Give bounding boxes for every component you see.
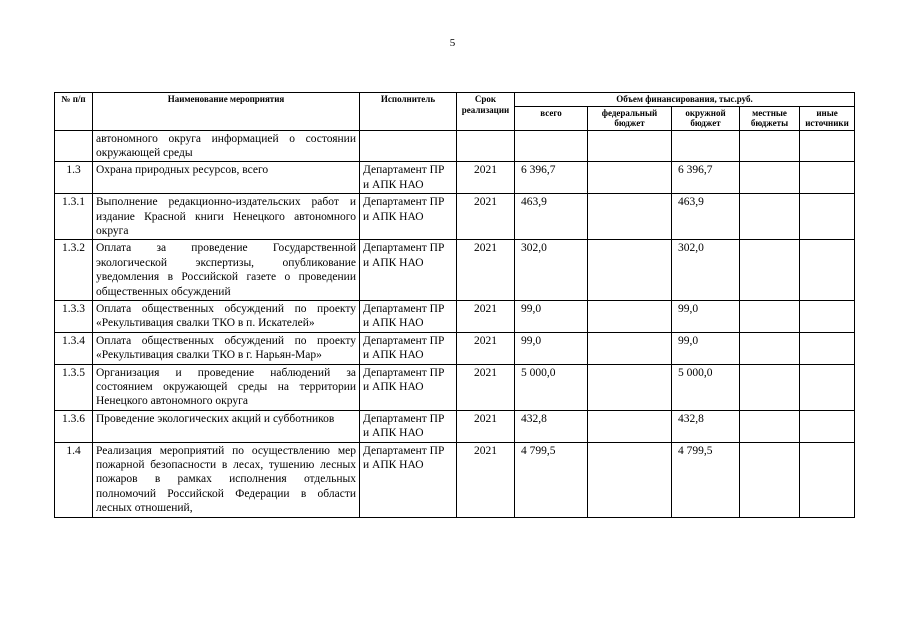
cell-term [457, 130, 515, 162]
cell-local [740, 162, 800, 194]
cell-federal [588, 300, 672, 332]
cell-total: 432,8 [515, 410, 588, 442]
cell-other [800, 410, 855, 442]
cell-num: 1.3.5 [55, 364, 93, 410]
cell-num: 1.3 [55, 162, 93, 194]
cell-num: 1.4 [55, 442, 93, 517]
cell-executor: Департамент ПР и АПК НАО [360, 240, 457, 301]
cell-other [800, 442, 855, 517]
cell-name: Оплата за проведение Государственной экологической экспертизы, опубликование уведомления в Российской газете о проведении общественных обсуждений [93, 240, 360, 301]
cell-executor: Департамент ПР и АПК НАО [360, 442, 457, 517]
cell-federal [588, 162, 672, 194]
cell-name: Оплата общественных обсуждений по проекту «Рекультивация свалки ТКО в г. Нарьян-Мар» [93, 332, 360, 364]
cell-district [672, 130, 740, 162]
cell-other [800, 130, 855, 162]
cell-other [800, 332, 855, 364]
cell-executor: Департамент ПР и АПК НАО [360, 410, 457, 442]
cell-local [740, 442, 800, 517]
cell-num: 1.3.4 [55, 332, 93, 364]
header-district: окружной бюджет [672, 106, 740, 130]
cell-term: 2021 [457, 162, 515, 194]
cell-term: 2021 [457, 240, 515, 301]
cell-local [740, 410, 800, 442]
cell-local [740, 364, 800, 410]
cell-executor [360, 130, 457, 162]
cell-term: 2021 [457, 364, 515, 410]
cell-federal [588, 364, 672, 410]
cell-federal [588, 410, 672, 442]
cell-term: 2021 [457, 300, 515, 332]
cell-total: 99,0 [515, 332, 588, 364]
cell-executor: Департамент ПР и АПК НАО [360, 194, 457, 240]
cell-executor: Департамент ПР и АПК НАО [360, 364, 457, 410]
cell-executor: Департамент ПР и АПК НАО [360, 332, 457, 364]
cell-district: 6 396,7 [672, 162, 740, 194]
header-term: Срок реализации [457, 93, 515, 131]
cell-other [800, 194, 855, 240]
table-row [55, 240, 855, 301]
table-row [55, 194, 855, 240]
cell-name: Реализация мероприятий по осуществлению мер пожарной безопасности в лесах, тушению лесных пожаров в рамках исполнения отдельных полномочий Российской Федерации в области лесных отношений, [93, 442, 360, 517]
cell-num [55, 130, 93, 162]
cell-term: 2021 [457, 194, 515, 240]
cell-federal [588, 130, 672, 162]
cell-district: 99,0 [672, 300, 740, 332]
cell-local [740, 240, 800, 301]
cell-district: 99,0 [672, 332, 740, 364]
cell-executor: Департамент ПР и АПК НАО [360, 162, 457, 194]
table-row [55, 364, 855, 410]
cell-name: Выполнение редакционно-издательских работ и издание Красной книги Ненецкого автономного округа [93, 194, 360, 240]
cell-total: 463,9 [515, 194, 588, 240]
cell-name: Оплата общественных обсуждений по проекту «Рекультивация свалки ТКО в п. Искателей» [93, 300, 360, 332]
header-name: Наименование мероприятия [93, 93, 360, 131]
cell-total: 302,0 [515, 240, 588, 301]
cell-total: 6 396,7 [515, 162, 588, 194]
table-row [55, 162, 855, 194]
page-number: 5 [449, 37, 456, 49]
header-funding: Объем финансирования, тыс.руб. [515, 93, 855, 107]
cell-district: 5 000,0 [672, 364, 740, 410]
table-row [55, 410, 855, 442]
cell-district: 4 799,5 [672, 442, 740, 517]
cell-local [740, 130, 800, 162]
header-total: всего [515, 106, 588, 130]
header-other: иные источники [800, 106, 855, 130]
cell-num: 1.3.3 [55, 300, 93, 332]
continuation-row [55, 130, 855, 162]
cell-name: Проведение экологических акций и субботников [93, 410, 360, 442]
table-row [55, 300, 855, 332]
continuation-text: автономного округа информацией о состоянии окружающей среды [93, 130, 360, 162]
cell-num: 1.3.1 [55, 194, 93, 240]
cell-other [800, 364, 855, 410]
financing-table [54, 92, 855, 518]
cell-local [740, 332, 800, 364]
header-federal: федеральный бюджет [588, 106, 672, 130]
header-executor: Исполнитель [360, 93, 457, 131]
cell-num: 1.3.6 [55, 410, 93, 442]
cell-federal [588, 442, 672, 517]
cell-federal [588, 332, 672, 364]
cell-num: 1.3.2 [55, 240, 93, 301]
cell-other [800, 300, 855, 332]
cell-local [740, 300, 800, 332]
cell-name: Охрана природных ресурсов, всего [93, 162, 360, 194]
cell-total: 4 799,5 [515, 442, 588, 517]
cell-district: 302,0 [672, 240, 740, 301]
cell-total [515, 130, 588, 162]
cell-term: 2021 [457, 410, 515, 442]
cell-district: 463,9 [672, 194, 740, 240]
cell-local [740, 194, 800, 240]
header-local: местные бюджеты [740, 106, 800, 130]
cell-other [800, 162, 855, 194]
header-num: № п/п [55, 93, 93, 131]
cell-other [800, 240, 855, 301]
cell-executor: Департамент ПР и АПК НАО [360, 300, 457, 332]
cell-term: 2021 [457, 442, 515, 517]
cell-district: 432,8 [672, 410, 740, 442]
table-row [55, 332, 855, 364]
cell-federal [588, 240, 672, 301]
cell-federal [588, 194, 672, 240]
cell-name: Организация и проведение наблюдений за состоянием окружающей среды на территории Ненецкого автономного округа [93, 364, 360, 410]
cell-term: 2021 [457, 332, 515, 364]
cell-total: 99,0 [515, 300, 588, 332]
cell-total: 5 000,0 [515, 364, 588, 410]
header-row-1 [55, 93, 855, 107]
table-row [55, 442, 855, 517]
